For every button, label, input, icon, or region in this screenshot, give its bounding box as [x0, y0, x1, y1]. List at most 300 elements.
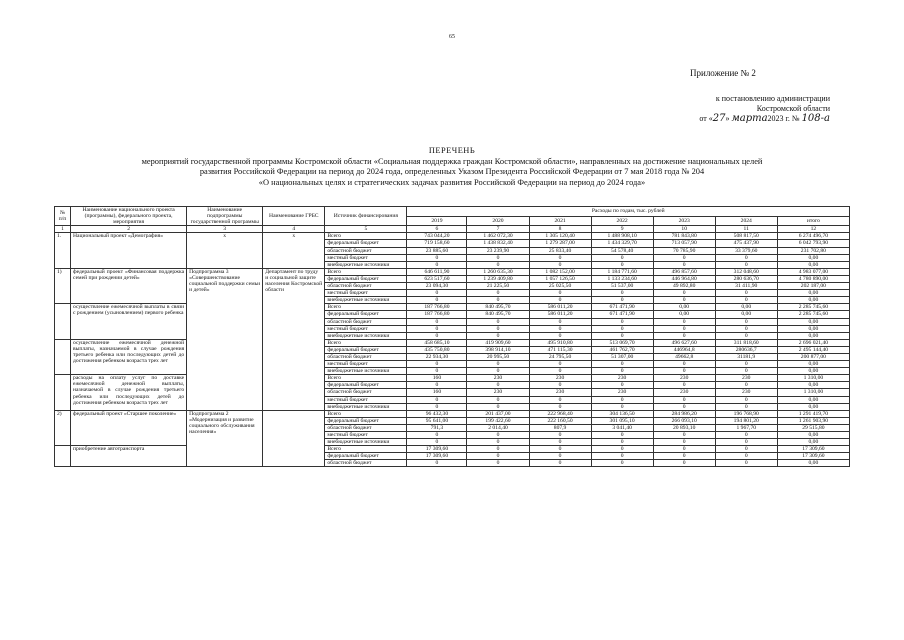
funding-source: Всего	[325, 410, 407, 417]
funding-source: Всего	[325, 375, 407, 382]
total-value: 1 310,00	[777, 375, 849, 382]
year-value: 23 094,30	[407, 283, 467, 290]
year-value: 0	[407, 297, 467, 304]
year-value: 0	[529, 361, 591, 368]
col-number: 4	[263, 226, 325, 233]
year-value: 31181,9	[715, 353, 777, 360]
year-value: 0	[529, 368, 591, 375]
total-value: 6 274 496,70	[777, 233, 849, 240]
year-value: 0	[467, 396, 529, 403]
total-value: 0,00	[777, 297, 849, 304]
table-row	[55, 410, 850, 417]
year-value: 0,00	[715, 311, 777, 318]
row-number	[55, 304, 71, 339]
year-value: 1 184 771,60	[591, 268, 653, 275]
year-value: 623 517,60	[407, 275, 467, 282]
year-value: 419 909,60	[467, 339, 529, 346]
year-value: 0	[715, 261, 777, 268]
year-value: 0	[467, 382, 529, 389]
year-value: 0	[653, 396, 715, 403]
col-number: 5	[325, 226, 407, 233]
year-value: 586 011,20	[529, 311, 591, 318]
year-value: 0	[407, 439, 467, 446]
date-prefix: от «	[699, 114, 713, 123]
year-value: 230	[715, 375, 777, 382]
header-year: 2020	[467, 216, 529, 226]
year-value: 0	[591, 432, 653, 439]
funding-source: внебюджетные источники	[325, 332, 407, 339]
year-value: 0	[653, 332, 715, 339]
year-value: 312 048,60	[715, 268, 777, 275]
year-value: 0	[653, 325, 715, 332]
year-value: 54 578,40	[591, 247, 653, 254]
table-row	[55, 268, 850, 275]
funding-source: местный бюджет	[325, 325, 407, 332]
year-value: 0	[591, 290, 653, 297]
year-value: 0	[467, 261, 529, 268]
year-value: 0	[407, 325, 467, 332]
total-value: 2 285 745,60	[777, 304, 849, 311]
year-value: 495 910,80	[529, 339, 591, 346]
year-value: 0	[529, 297, 591, 304]
funding-source: федеральный бюджет	[325, 453, 407, 460]
year-value: 398 914,10	[467, 346, 529, 353]
year-value: 0	[407, 261, 467, 268]
subprogram-name: х	[187, 233, 263, 268]
year-value: 435 750,80	[407, 346, 467, 353]
total-value: 0,00	[777, 403, 849, 410]
year-value: 0,00	[653, 311, 715, 318]
year-value: 187 766,80	[407, 311, 467, 318]
row-number	[55, 339, 71, 374]
year-value: 458 685,10	[407, 339, 467, 346]
year-value: 0	[653, 446, 715, 453]
col-number: 8	[529, 226, 591, 233]
year-value: 0	[715, 318, 777, 325]
funding-source: областной бюджет	[325, 247, 407, 254]
funding-source: Всего	[325, 268, 407, 275]
funding-source: федеральный бюджет	[325, 311, 407, 318]
year-value: 17 309,60	[407, 453, 467, 460]
year-value: 586 011,20	[529, 304, 591, 311]
year-value: 671 471,90	[591, 304, 653, 311]
year-value: 0	[715, 361, 777, 368]
year-value: 471 115,30	[529, 346, 591, 353]
year-value: 446 964,80	[653, 275, 715, 282]
year-value: 0	[715, 382, 777, 389]
year-value: 280636,7	[715, 346, 777, 353]
grbs-name	[263, 410, 325, 467]
year-value: 230	[467, 375, 529, 382]
date-mid: »	[725, 114, 732, 123]
total-value: 202 187,00	[777, 283, 849, 290]
col-number: 7	[467, 226, 529, 233]
year-value: 0	[715, 254, 777, 261]
total-value: 200 877,00	[777, 353, 849, 360]
funding-source: областной бюджет	[325, 353, 407, 360]
year-value: 0	[591, 396, 653, 403]
year-value: 199 422,60	[467, 417, 529, 424]
measure-name: расходы на оплату услуг по доставке ежемесячной денежной выплаты, назначаемой в случае рождения третьего ребенка или последующих детей до достижения ребенком возраста трех лет	[71, 375, 187, 410]
year-value: 0	[529, 453, 591, 460]
total-value: 2 696 021,40	[777, 339, 849, 346]
funding-source: Всего	[325, 446, 407, 453]
row-number	[55, 375, 71, 410]
table-row	[55, 446, 850, 453]
year-value: 0	[715, 446, 777, 453]
year-value: 230	[529, 375, 591, 382]
header-row	[55, 207, 850, 217]
year-value: 0	[653, 368, 715, 375]
year-value: 1 260 635,30	[467, 268, 529, 275]
grbs-name: х	[263, 233, 325, 268]
year-value: 0	[653, 361, 715, 368]
year-value: 840 495,70	[467, 311, 529, 318]
year-value: 461 762,70	[591, 346, 653, 353]
year-value: 0	[407, 254, 467, 261]
measure-name: Национальный проект «Демография»	[71, 233, 187, 268]
year-value: 51 537,00	[591, 283, 653, 290]
year-value: 781 843,80	[653, 233, 715, 240]
year-value: 1 239 409,80	[467, 275, 529, 282]
total-value: 0,00	[777, 368, 849, 375]
year-value: 0	[715, 325, 777, 332]
total-value: 1 261 903,90	[777, 417, 849, 424]
funding-source: федеральный бюджет	[325, 382, 407, 389]
resolution-block	[630, 94, 830, 124]
grbs-name: Департамент по труду и социальной защите населения Костромской области	[263, 268, 325, 410]
year-value: 0	[467, 254, 529, 261]
total-value: 0,00	[777, 254, 849, 261]
year-value: 0	[529, 332, 591, 339]
funding-source: Всего	[325, 304, 407, 311]
funding-source: местный бюджет	[325, 254, 407, 261]
year-value: 0	[715, 460, 777, 467]
page-number: 65	[449, 34, 455, 40]
year-value: 304 136,50	[591, 410, 653, 417]
year-value: 70 785,90	[653, 247, 715, 254]
year-value: 0	[591, 261, 653, 268]
year-value: 0	[467, 446, 529, 453]
year-value: 160	[407, 375, 467, 382]
year-value: 0,00	[715, 304, 777, 311]
title-line-1: мероприятий государственной программы Костромской области «Социальная поддержка граждан Костромской области», направленных на достижение национальных целей	[141, 156, 763, 166]
funding-source: внебюджетные источники	[325, 368, 407, 375]
year-value: 1 082 152,00	[529, 268, 591, 275]
year-value: 791,3	[407, 424, 467, 431]
col-number: 11	[715, 226, 777, 233]
handwritten-month: марта	[731, 113, 768, 124]
total-value: 29 515,80	[777, 424, 849, 431]
year-value: 0	[715, 453, 777, 460]
year-value: 0	[467, 318, 529, 325]
year-value: 23 239,90	[467, 247, 529, 254]
year-value: 0	[529, 439, 591, 446]
year-value: 0	[467, 297, 529, 304]
year-value: 0	[467, 460, 529, 467]
year-value: 1 438 832,40	[467, 240, 529, 247]
year-value: 280 636,70	[715, 275, 777, 282]
year-value: 25 833,40	[529, 247, 591, 254]
subprogram-name: Подпрограмма 3 «Совершенствование социальной поддержки семьи и детей»	[187, 268, 263, 410]
year-value: 0	[715, 403, 777, 410]
funding-source: местный бюджет	[325, 361, 407, 368]
year-value: 0	[591, 361, 653, 368]
year-value: 0	[407, 361, 467, 368]
title-line-3: «О национальных целях и стратегических задачах развития Российской Федерации на период до 2024 года»	[258, 177, 646, 187]
year-value: 230	[467, 389, 529, 396]
table-row	[55, 339, 850, 346]
year-value: 0	[529, 396, 591, 403]
measure-name: федеральный проект «Старшее поколение»	[71, 410, 187, 445]
year-value: 0	[591, 453, 653, 460]
year-value: 17 309,60	[407, 446, 467, 453]
measure-name: приобретение автотранспорта	[71, 446, 187, 467]
year-value: 0	[653, 261, 715, 268]
year-value: 0	[529, 325, 591, 332]
year-value: 646 611,90	[407, 268, 467, 275]
year-value: 49662,8	[653, 353, 715, 360]
header-no: № п/п	[55, 207, 71, 226]
funding-source: федеральный бюджет	[325, 240, 407, 247]
year-value: 0	[467, 432, 529, 439]
funding-source: Всего	[325, 233, 407, 240]
year-value: 0	[653, 297, 715, 304]
header-source: Источник финансирования	[325, 207, 407, 226]
year-value: 0	[591, 318, 653, 325]
header-year: 2021	[529, 216, 591, 226]
year-value: 807,9	[529, 424, 591, 431]
year-value: 31 411,90	[715, 283, 777, 290]
year-value: 0	[715, 368, 777, 375]
measure-name: осуществление ежемесячной денежной выплаты, назначаемой в случае рождения третьего ребенка или последующих детей до достижения ребенком возраста трех лет	[71, 339, 187, 374]
year-value: 222 968,40	[529, 410, 591, 417]
year-value: 0	[591, 446, 653, 453]
column-number-row	[55, 226, 850, 233]
total-value: 0,00	[777, 439, 849, 446]
year-value: 222 160,50	[529, 417, 591, 424]
header-year: 2023	[653, 216, 715, 226]
total-value: 4 983 077,00	[777, 268, 849, 275]
year-value: 0	[591, 460, 653, 467]
row-number	[55, 446, 71, 467]
year-value: 0	[529, 261, 591, 268]
header-subprogram: Наименование подпрограммы государственной программы	[187, 207, 263, 226]
year-value: 0	[591, 325, 653, 332]
year-value: 187 766,80	[407, 304, 467, 311]
year-value: 1 279 287,00	[529, 240, 591, 247]
year-value: 0	[591, 439, 653, 446]
funding-source: федеральный бюджет	[325, 346, 407, 353]
funding-source: внебюджетные источники	[325, 261, 407, 268]
year-value: 1 057 126,50	[529, 275, 591, 282]
year-value: 0	[529, 432, 591, 439]
year-value: 0	[407, 318, 467, 325]
total-value: 0,00	[777, 432, 849, 439]
year-value: 0	[407, 290, 467, 297]
year-value: 1 462 072,30	[467, 233, 529, 240]
year-value: 23 885,60	[407, 247, 467, 254]
year-value: 0	[591, 297, 653, 304]
year-value: 496 627,60	[653, 339, 715, 346]
year-value: 0	[467, 361, 529, 368]
year-value: 0	[529, 254, 591, 261]
header-grbs: Наименование ГРБС	[263, 207, 325, 226]
row-number: 2)	[55, 410, 71, 445]
year-value: 284 986,20	[653, 410, 715, 417]
table-row	[55, 375, 850, 382]
year-value: 230	[591, 375, 653, 382]
year-value: 0	[529, 382, 591, 389]
funding-source: Всего	[325, 339, 407, 346]
year-value: 496 857,60	[653, 268, 715, 275]
funding-source: местный бюджет	[325, 290, 407, 297]
total-value: 1 291 419,70	[777, 410, 849, 417]
year-value: 311 818,60	[715, 339, 777, 346]
header-project: Наименование национального проекта (программы), федерального проекта, мероприятия	[71, 207, 187, 226]
year-value: 0	[407, 368, 467, 375]
year-value: 0	[467, 453, 529, 460]
year-value: 0	[591, 368, 653, 375]
year-value: 0	[529, 446, 591, 453]
title-line-2: развития Российской Федерации на период до 2024 года, определенных Указом Президента Российской Федерации от 7 мая 2018 года № 204	[199, 167, 705, 177]
year-value: 671 471,90	[591, 311, 653, 318]
year-value: 194 801,20	[715, 417, 777, 424]
header-expenses: Расходы по годам, тыс. рублей	[407, 207, 850, 217]
year-value: 0	[653, 254, 715, 261]
year-value: 508 817,50	[715, 233, 777, 240]
year-value: 3 041,40	[591, 424, 653, 431]
handwritten-number: 108-а	[801, 113, 830, 124]
year-value: 0	[407, 382, 467, 389]
year-value: 22 934,30	[407, 353, 467, 360]
table-row	[55, 304, 850, 311]
year-value: 719 158,60	[407, 240, 467, 247]
year-value: 201 437,00	[467, 410, 529, 417]
year-value: 20 893,10	[653, 424, 715, 431]
year-value: 51 307,00	[591, 353, 653, 360]
total-value: 231 702,80	[777, 247, 849, 254]
col-number: 3	[187, 226, 263, 233]
total-value: 0,00	[777, 382, 849, 389]
title-heading: ПЕРЕЧЕНЬ	[428, 146, 476, 155]
col-number: 10	[653, 226, 715, 233]
year-and-no: 2023 г. №	[767, 114, 802, 123]
year-value: 1 488 908,10	[591, 233, 653, 240]
year-value: 95 641,00	[407, 417, 467, 424]
col-number: 1	[55, 226, 71, 233]
header-year: 2019	[407, 216, 467, 226]
resolution-date	[630, 114, 830, 124]
year-value: 0	[653, 403, 715, 410]
year-value: 0	[407, 396, 467, 403]
total-value: 0,00	[777, 318, 849, 325]
row-number: 1)	[55, 268, 71, 303]
year-value: 0	[715, 297, 777, 304]
year-value: 0	[653, 382, 715, 389]
header-year: 2022	[591, 216, 653, 226]
subprogram-name: Подпрограмма 2 «Модернизация и развитие социального обслуживания населения»	[187, 410, 263, 467]
year-value: 0	[653, 453, 715, 460]
year-value: 0	[467, 332, 529, 339]
year-value: 0	[653, 460, 715, 467]
total-value: 0,00	[777, 332, 849, 339]
year-value: 0	[591, 332, 653, 339]
col-number: 6	[407, 226, 467, 233]
year-value: 513 069,70	[591, 339, 653, 346]
year-value: 0	[467, 368, 529, 375]
funding-source: областной бюджет	[325, 424, 407, 431]
funding-source: областной бюджет	[325, 283, 407, 290]
funding-source: областной бюджет	[325, 318, 407, 325]
year-value: 0	[467, 325, 529, 332]
year-value: 230	[653, 389, 715, 396]
year-value: 0	[407, 460, 467, 467]
year-value: 160	[407, 389, 467, 396]
total-value: 17 309,60	[777, 446, 849, 453]
year-value: 49 892,80	[653, 283, 715, 290]
year-value: 1 967,70	[715, 424, 777, 431]
year-value: 1 305 120,40	[529, 233, 591, 240]
year-value: 0	[715, 439, 777, 446]
total-value: 0,00	[777, 325, 849, 332]
funding-source: внебюджетные источники	[325, 439, 407, 446]
year-value: 230	[715, 389, 777, 396]
appendix-label: Приложение № 2	[690, 68, 756, 78]
year-value: 0	[653, 432, 715, 439]
year-value: 0	[715, 290, 777, 297]
year-value: 0	[715, 396, 777, 403]
total-value: 0,00	[777, 290, 849, 297]
measure-name: федеральный проект «Финансовая поддержка семей при рождении детей»	[71, 268, 187, 303]
funding-source: федеральный бюджет	[325, 417, 407, 424]
year-value: 33 379,60	[715, 247, 777, 254]
funding-source: внебюджетные источники	[325, 297, 407, 304]
year-value: 0	[467, 290, 529, 297]
funding-source: областной бюджет	[325, 389, 407, 396]
year-value: 24 795,50	[529, 353, 591, 360]
measures-table	[54, 206, 850, 467]
measure-name: осуществление ежемесячной выплаты в связи с рождением (усыновлением) первого ребенка	[71, 304, 187, 339]
year-value: 20 995,50	[467, 353, 529, 360]
year-value: 0,00	[653, 304, 715, 311]
year-value: 0	[529, 318, 591, 325]
year-value: 301 095,10	[591, 417, 653, 424]
year-value: 0	[467, 403, 529, 410]
year-value: 0	[407, 332, 467, 339]
year-value: 196 768,90	[715, 410, 777, 417]
total-value: 4 780 890,00	[777, 275, 849, 282]
total-value: 0,00	[777, 361, 849, 368]
year-value: 266 093,10	[653, 417, 715, 424]
total-value: 2 285 745,60	[777, 311, 849, 318]
handwritten-day: 27	[712, 113, 726, 124]
year-value: 230	[653, 375, 715, 382]
funding-source: внебюджетные источники	[325, 403, 407, 410]
year-value: 96 432,30	[407, 410, 467, 417]
year-value: 446964,8	[653, 346, 715, 353]
year-value: 0	[715, 432, 777, 439]
year-value: 2 014,40	[467, 424, 529, 431]
year-value: 25 025,50	[529, 283, 591, 290]
year-value: 230	[529, 389, 591, 396]
total-value: 17 309,60	[777, 453, 849, 460]
year-value: 475 437,90	[715, 240, 777, 247]
funding-source: областной бюджет	[325, 460, 407, 467]
year-value: 0	[591, 403, 653, 410]
table-row	[55, 233, 850, 240]
year-value: 0	[653, 318, 715, 325]
